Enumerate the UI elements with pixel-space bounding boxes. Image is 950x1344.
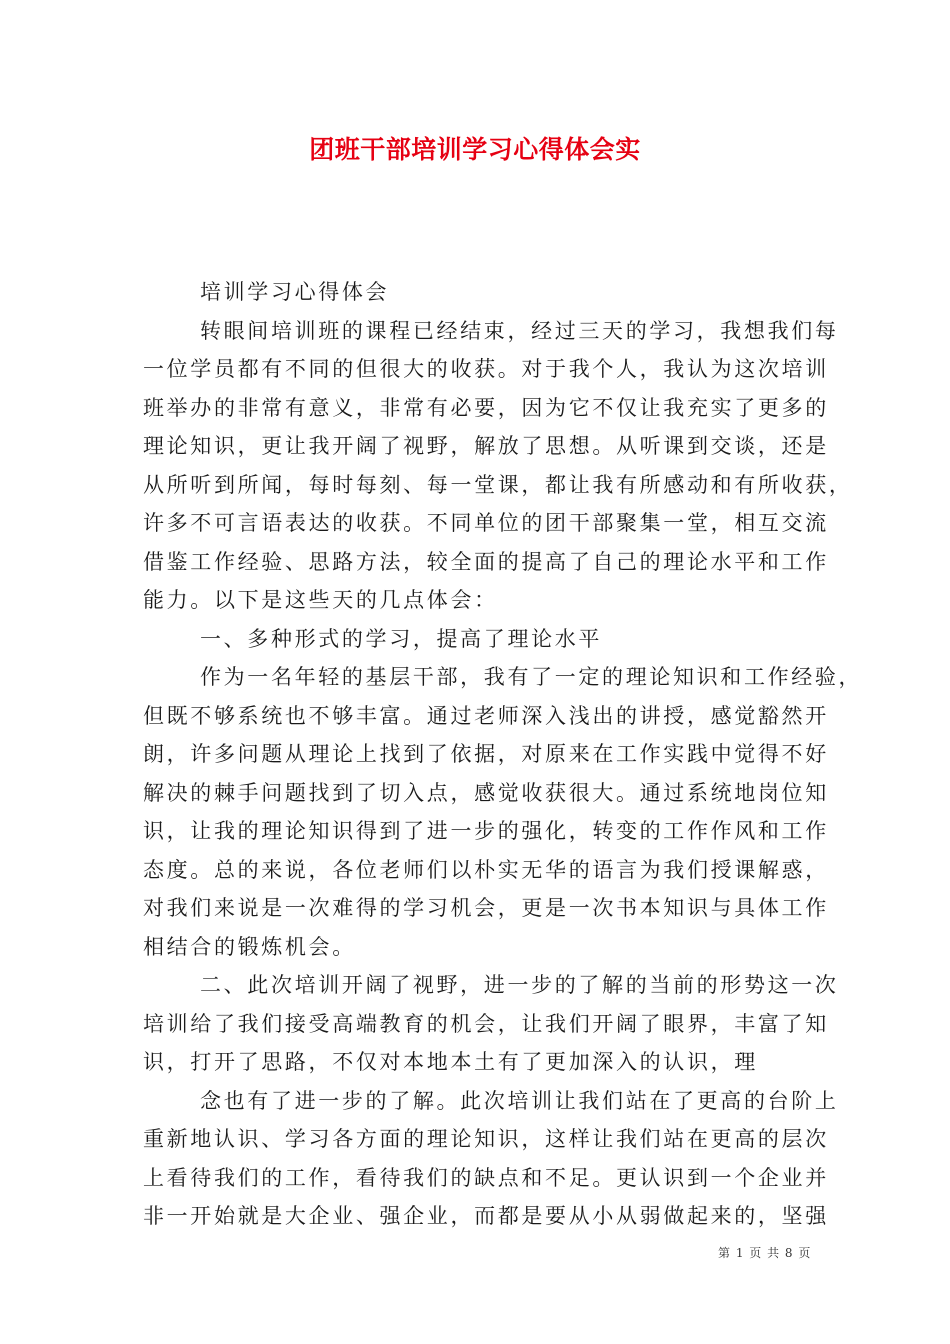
body-line: 念也有了进一步的了解。此次培训让我们站在了更高的台阶上	[200, 1088, 839, 1113]
body-line: 重新地认识、学习各方面的理论知识，这样让我们站在更高的层次	[143, 1127, 829, 1151]
body-line: 上看待我们的工作，看待我们的缺点和不足。更认识到一个企业并	[143, 1165, 829, 1190]
document-body	[143, 273, 863, 1236]
section-heading-1: 一、多种形式的学习，提高了理论水平	[200, 626, 603, 651]
document-title: 团班干部培训学习心得体会实	[309, 135, 641, 164]
body-line: 态度。总的来说，各位老师们以朴实无华的语言为我们授课解惑，	[143, 857, 829, 882]
body-line: 识，打开了思路，不仅对本地本土有了更加深入的认识，理	[143, 1050, 758, 1074]
body-line: 能力。以下是这些天的几点体会：	[143, 588, 498, 612]
body-line: 班举办的非常有意义，非常有必要，因为它不仅让我充实了更多的	[143, 395, 829, 420]
body-line: 转眼间培训班的课程已经结束，经过三天的学习，我想我们每	[200, 318, 839, 343]
body-line: 但既不够系统也不够丰富。通过老师深入浅出的讲授，感觉豁然开	[143, 703, 829, 728]
body-line: 非一开始就是大企业、强企业，而都是要从小从弱做起来的，坚强	[143, 1204, 829, 1228]
body-line: 识，让我的理论知识得到了进一步的强化，转变的工作作风和工作	[143, 819, 829, 843]
page-number-footer: 第 1 页 共 8 页	[718, 1246, 812, 1260]
body-line: 解决的棘手问题找到了切入点，感觉收获很大。通过系统地岗位知	[143, 780, 829, 805]
body-line: 相结合的锻炼机会。	[143, 934, 356, 959]
body-line: 作为一名年轻的基层干部，我有了一定的理论知识和工作经验，	[200, 665, 863, 689]
body-line: 培训学习心得体会	[200, 280, 390, 304]
body-line: 对我们来说是一次难得的学习机会，更是一次书本知识与具体工作	[143, 896, 829, 920]
body-line: 借鉴工作经验、思路方法，较全面的提高了自己的理论水平和工作	[143, 549, 829, 574]
section-heading-2: 二、此次培训开阔了视野，进一步的了解的当前的形势这一次	[200, 973, 839, 997]
body-line: 培训给了我们接受高端教育的机会，让我们开阔了眼界，丰富了知	[143, 1011, 829, 1036]
body-line: 理论知识，更让我开阔了视野，解放了思想。从听课到交谈，还是	[143, 434, 829, 458]
body-line: 许多不可言语表达的收获。不同单位的团干部聚集一堂，相互交流	[143, 511, 829, 535]
body-line: 一位学员都有不同的但很大的收获。对于我个人，我认为这次培训	[143, 357, 829, 381]
body-line: 朗，许多问题从理论上找到了依据，对原来在工作实践中觉得不好	[143, 742, 829, 766]
body-line: 从所听到所闻，每时每刻、每一堂课，都让我有所感动和有所收获，	[143, 472, 853, 497]
